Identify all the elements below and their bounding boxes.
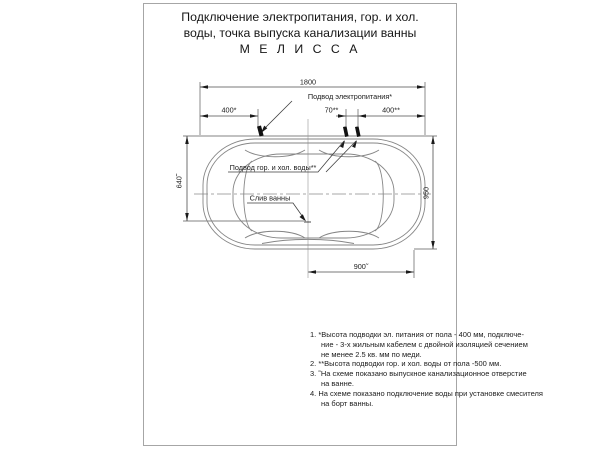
- headrest-ledge: [245, 231, 305, 238]
- title-line-1: Подключение электропитания, гор. и хол.: [181, 10, 419, 24]
- headrest-ledge: [245, 150, 305, 157]
- note-line: на ванне.: [321, 378, 355, 388]
- note-line: ние - 3-х жильным кабелем с двойной изоляцией сечением: [321, 339, 528, 349]
- basin-end-line: [375, 161, 383, 231]
- title-line-2: воды, точка выпуска канализации ванны: [183, 26, 417, 40]
- dim-power-offset: 400*: [221, 105, 237, 115]
- note-line: не менее 2.5 кв. мм по меди.: [321, 349, 422, 359]
- dim-overall-length: 1800: [299, 77, 317, 87]
- label-drain: Слив ванны: [249, 193, 291, 203]
- dim-water-spacing: 70**: [324, 105, 339, 115]
- label-water-supply: Подвод гор. и хол. воды**: [229, 163, 317, 172]
- headrest-ledge: [319, 150, 379, 157]
- leader-lines: [228, 101, 356, 220]
- note-line: 3. ˜На схеме показано выпускное канализационное отверстие: [310, 369, 527, 379]
- leader-arrowheads: [261, 126, 357, 222]
- cold-water-stub: [355, 126, 361, 137]
- dim-overall-width: 950: [421, 186, 431, 200]
- title-product-name: М Е Л И С С А: [239, 42, 361, 56]
- note-line: 2. **Высота подводки гор. и хол. воды от пола -500 мм.: [310, 359, 502, 369]
- headrest-ledge: [319, 231, 379, 238]
- connection-points: [257, 126, 361, 138]
- note-line: на борт ванны.: [321, 398, 374, 408]
- label-power-supply: Подвод электропитания*: [307, 92, 393, 101]
- note-line: 1. *Высота подводки эл. питания от пола - 400 мм, подключе-: [310, 330, 524, 339]
- dim-drain-offset-center: 900˜: [353, 262, 369, 271]
- hot-water-stub: [343, 126, 349, 137]
- note-line: 4. На схеме показано подключение воды при установке смесителя: [310, 388, 543, 398]
- dim-water-right-offset: 400**: [382, 105, 400, 115]
- dim-drain-offset-top: 640˜: [174, 173, 184, 189]
